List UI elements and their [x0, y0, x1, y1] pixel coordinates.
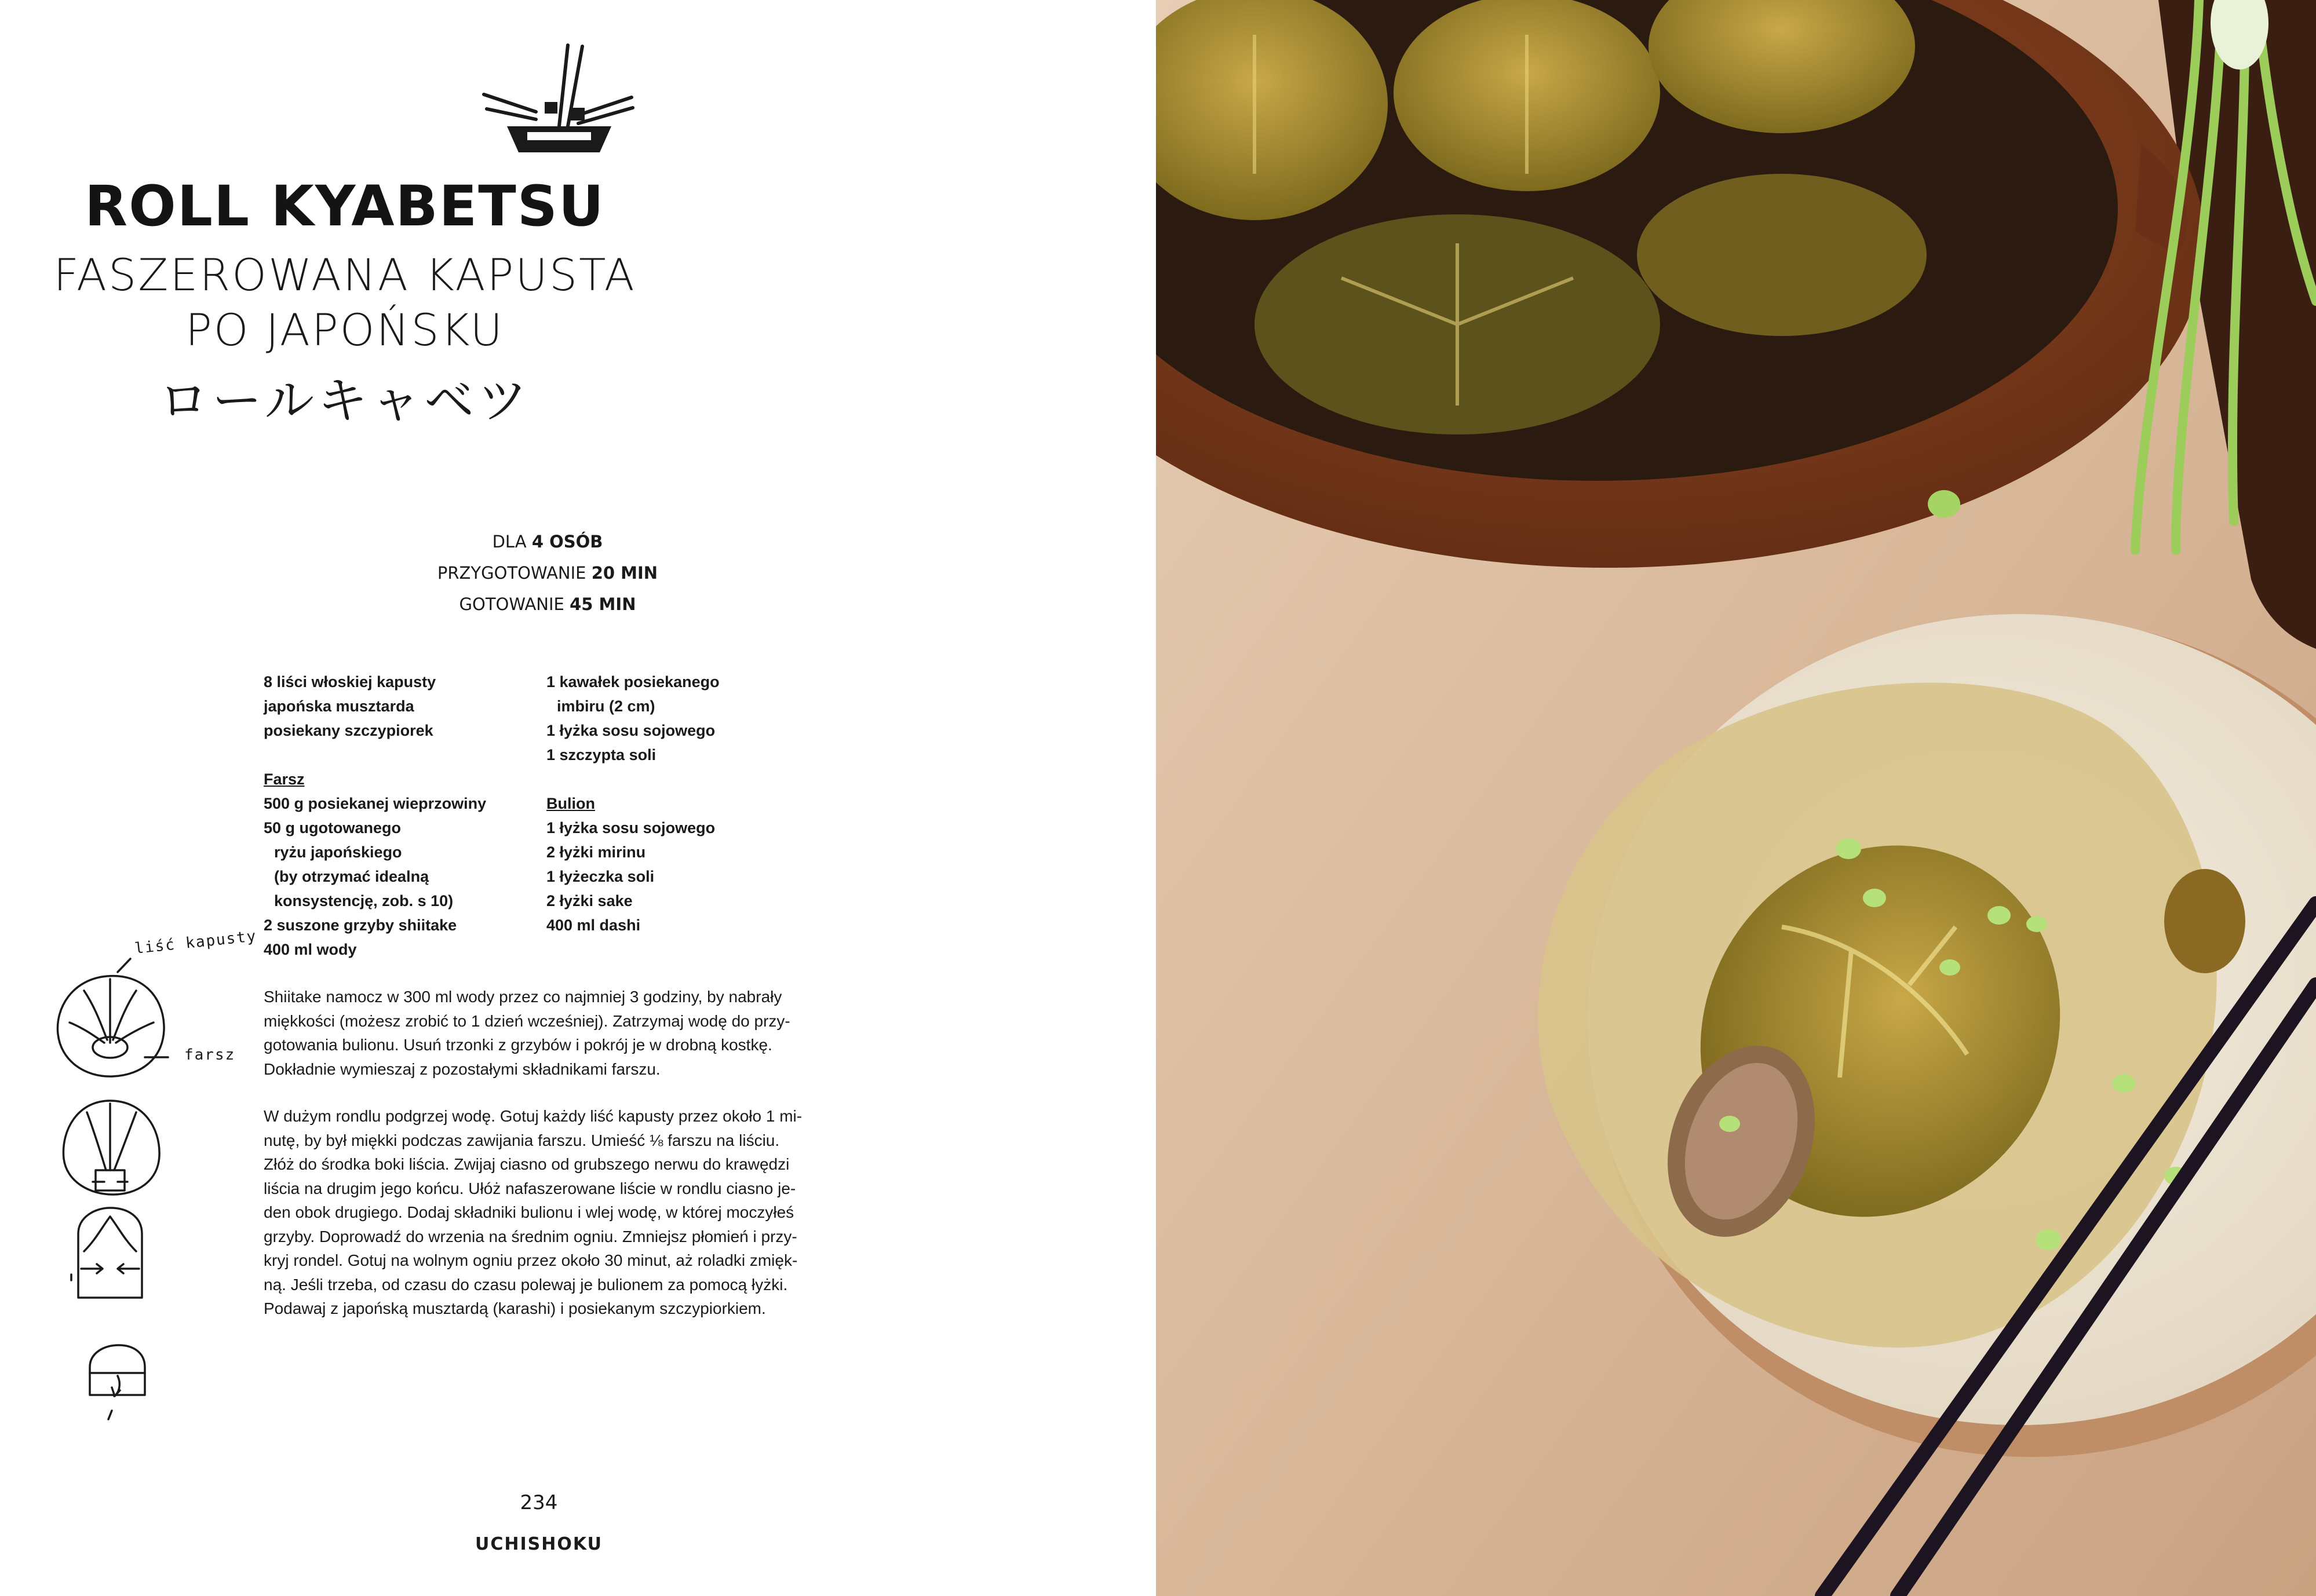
text-line: Złóż do środka boki liścia. Zwijaj ciasno od grubszego nerwu do krawędzi	[264, 1155, 790, 1173]
ingredient: 1 szczypta soli	[546, 746, 656, 764]
ingredient: 50 g ugotowanego	[264, 819, 402, 837]
prep-label: PRZYGOTOWANIE	[437, 563, 586, 583]
cook-label: GOTOWANIE	[459, 594, 564, 614]
text-line: Podawaj z japońską musztardą (karashi) i posiekanym szczypiorkiem.	[264, 1299, 766, 1317]
ingredient: imbiru (2 cm)	[557, 697, 655, 715]
instruction-paragraph-2	[264, 1104, 837, 1321]
prep-time	[0, 563, 1095, 583]
running-head: UCHISHOKU	[475, 1534, 603, 1554]
recipe-title: ROLL KYABETSU	[85, 174, 605, 239]
bulion-heading: Bulion	[546, 795, 595, 812]
ingredient: 1 łyżka sosu sojowego	[546, 819, 716, 837]
left-page	[0, 0, 1156, 1596]
ingredients-column-2	[546, 670, 720, 937]
ingredient: 2 łyżki sake	[546, 892, 633, 910]
text-line: Shiitake namocz w 300 ml wody przez co najmniej 3 godziny, by nabrały	[264, 988, 782, 1006]
chopsticks-bowl-icon	[481, 39, 637, 158]
ingredient: konsystencję, zob. s 10)	[274, 892, 454, 910]
ingredient: 2 łyżki mirinu	[546, 843, 646, 861]
food-photo	[1156, 0, 2316, 1596]
folding-diagram	[49, 927, 252, 1454]
ingredient: 400 ml dashi	[546, 916, 641, 934]
text-line: W dużym rondlu podgrzej wodę. Gotuj każdy liść kapusty przez około 1 mi-	[264, 1107, 803, 1125]
sketch-label-filling: farsz	[184, 1046, 236, 1064]
ingredient: 1 kawałek posiekanego	[546, 673, 720, 691]
ingredient: 400 ml wody	[264, 941, 357, 958]
text-line: grzyby. Doprowadź do wrzenia na średnim ogniu. Zmniejsz płomień i przy-	[264, 1227, 797, 1246]
text-line: den obok drugiego. Dodaj składniki bulionu i wlej wodę, w której moczyłeś	[264, 1203, 794, 1221]
page-number: 234	[520, 1491, 558, 1514]
mustard	[2164, 869, 2245, 973]
servings	[0, 532, 1095, 552]
farsz-heading: Farsz	[264, 770, 305, 788]
recipe-subtitle-line1: FASZEROWANA KAPUSTA	[53, 249, 636, 301]
prep-value: 20 MIN	[591, 563, 658, 583]
servings-label: DLA	[492, 532, 527, 552]
text-line: kryj rondel. Gotuj na wolnym ogniu przez około 30 minut, aż roladki zmięk-	[264, 1251, 798, 1269]
text-line: miękkości (możesz zrobić to 1 dzień wcześniej). Zatrzymaj wodę do przy-	[264, 1011, 790, 1030]
instruction-paragraph-1	[264, 985, 837, 1081]
ingredients-column-1	[264, 670, 486, 962]
ingredient: 8 liści włoskiej kapusty	[264, 673, 436, 691]
ingredient: 500 g posiekanej wieprzowiny	[264, 795, 487, 812]
ingredient: 1 łyżeczka soli	[546, 868, 655, 885]
servings-value: 4 OSÓB	[531, 532, 603, 552]
cook-time	[0, 594, 1095, 614]
recipe-subtitle-line2: PO JAPOŃSKU	[185, 304, 505, 356]
ingredient: posiekany szczypiorek	[264, 722, 433, 739]
text-line: Dokładnie wymieszaj z pozostałymi składnikami farszu.	[264, 1060, 661, 1078]
japanese-title: ロールキャベツ	[158, 372, 531, 430]
ingredient: 1 łyżka sosu sojowego	[546, 722, 716, 739]
ingredient: ryżu japońskiego	[274, 843, 402, 861]
sketch-label-leaf: liść kapusty	[134, 927, 258, 958]
text-line: liścia na drugim jego końcu. Ułóż nafaszerowane liście w rondlu ciasno je-	[264, 1179, 796, 1197]
text-line: nutę, by był miękki podczas zawijania farszu. Umieść ⅛ farszu na liściu.	[264, 1131, 780, 1149]
text-line: ną. Jeśli trzeba, od czasu do czasu polewaj je bulionem za pomocą łyżki.	[264, 1275, 788, 1294]
cook-value: 45 MIN	[570, 594, 636, 614]
ingredient: 2 suszone grzyby shiitake	[264, 916, 457, 934]
text-line: gotowania bulionu. Usuń trzonki z grzybów i pokrój je w drobną kostkę.	[264, 1036, 772, 1054]
ingredient: (by otrzymać idealną	[274, 868, 429, 885]
right-page-photo	[1156, 0, 2316, 1596]
ingredient: japońska musztarda	[264, 697, 414, 715]
